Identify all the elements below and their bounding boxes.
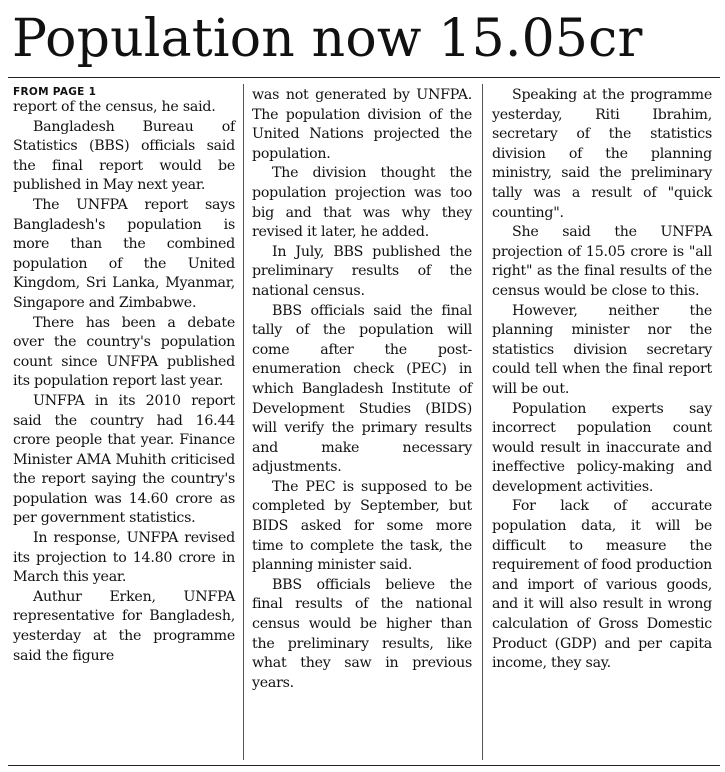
paragraph: Speaking at the programme yesterday, Riti Ibrahim, secretary of the statistics division of the planning ministry, said the preliminary tally was a result of "quick counting". bbox=[492, 87, 712, 221]
article-column-2 bbox=[252, 86, 472, 693]
paragraph: report of the census, he said. bbox=[13, 99, 216, 115]
paragraph: was not generated by UNFPA. The population division of the United Nations projected the population. bbox=[252, 87, 472, 162]
paragraph: In response, UNFPA revised its projection to 14.80 crore in March this year. bbox=[13, 530, 235, 586]
column-divider bbox=[243, 84, 244, 760]
paragraph: BBS officials said the final tally of the population will come after the post-enumeration check (PEC) in which Bangladesh Institute of Development Studies (BIDS) will verify the primary results and make necessary adjustments. bbox=[252, 302, 472, 476]
paragraph: Authur Erken, UNFPA representative for Bangladesh, yesterday at the programme said the figure bbox=[13, 588, 235, 664]
bottom-rule bbox=[8, 765, 720, 766]
paragraph: The UNFPA report says Bangladesh's population is more than the combined population of the United Kingdom, Sri Lanka, Myanmar, Singapore and Zimbabwe. bbox=[13, 196, 235, 311]
column-divider bbox=[482, 84, 483, 760]
paragraph: However, neither the planning minister nor the statistics division secretary could tell when the final report will be out. bbox=[492, 302, 712, 397]
kicker-from-page-1: FROM PAGE 1 bbox=[13, 86, 97, 98]
article-column-3 bbox=[492, 86, 712, 674]
top-rule bbox=[8, 77, 720, 78]
headline: Population now 15.05cr bbox=[12, 9, 643, 69]
paragraph: The division thought the population projection was too big and that was why they revised it later, he added. bbox=[252, 165, 472, 241]
paragraph: Population experts say incorrect population count would result in inaccurate and ineffective policy-making and development activities. bbox=[492, 400, 712, 495]
paragraph: BBS officials believe the final results of the national census would be higher than the preliminary results, like what they saw in previous years. bbox=[252, 576, 472, 691]
paragraph: Bangladesh Bureau of Statistics (BBS) officials said the final report would be published in May next year. bbox=[13, 118, 235, 194]
article-column-1 bbox=[13, 86, 235, 666]
paragraph: There has been a debate over the country's population count since UNFPA published its population report last year. bbox=[13, 314, 235, 390]
paragraph: UNFPA in its 2010 report said the country had 16.44 crore people that year. Finance Minister AMA Muhith criticised the report saying the country's population was 14.60 crore as per government statistics. bbox=[13, 392, 235, 527]
paragraph: She said the UNFPA projection of 15.05 crore is "all right" as the final results of the census would be close to this. bbox=[492, 224, 712, 299]
paragraph: The PEC is supposed to be completed by September, but BIDS asked for some more time to complete the task, the planning minister said. bbox=[252, 478, 472, 574]
paragraph: For lack of accurate population data, it will be difficult to measure the requirement of food production and import of various goods, and it will also result in wrong calculation of Gross Domestic Product (GDP) and per capita income, they say. bbox=[492, 498, 712, 672]
paragraph: In July, BBS published the preliminary results of the national census. bbox=[252, 243, 472, 299]
